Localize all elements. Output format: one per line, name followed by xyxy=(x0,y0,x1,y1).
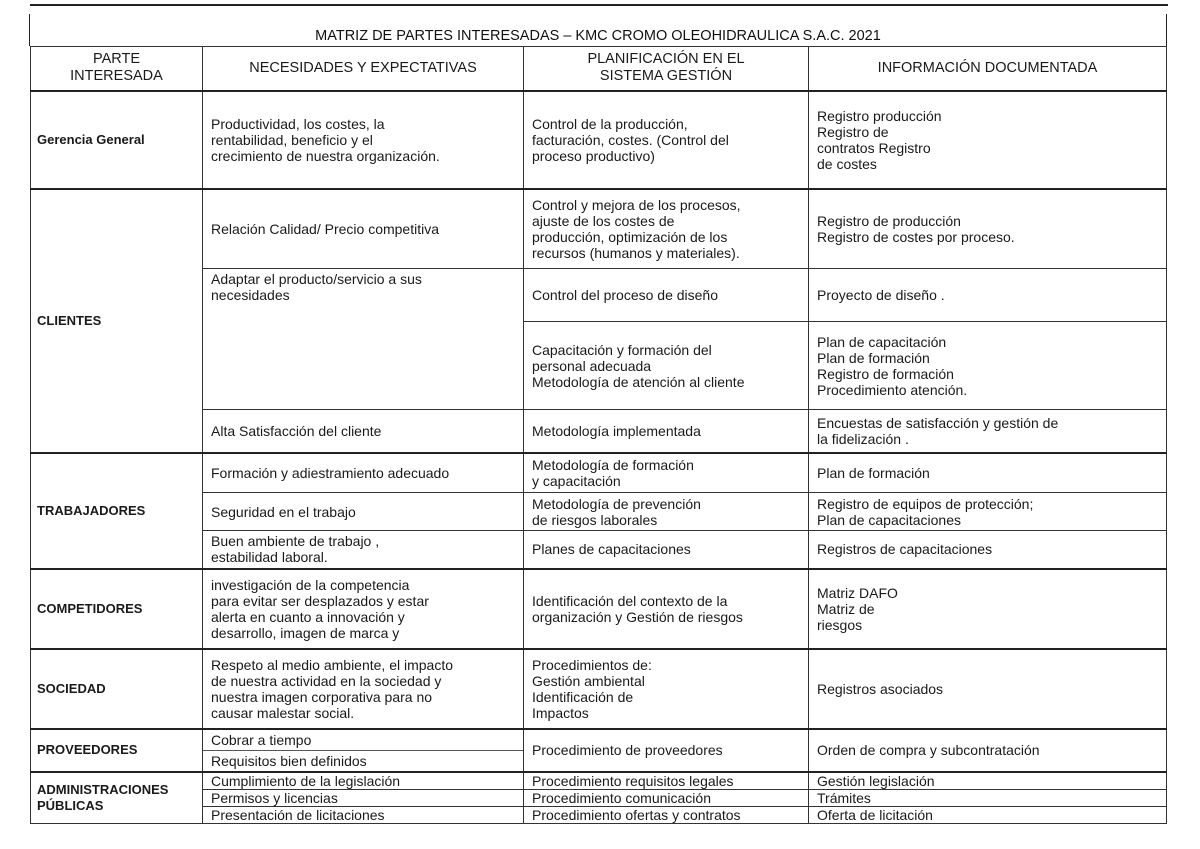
cell-needs: Relación Calidad/ Precio competitiva xyxy=(203,189,524,269)
cell-docs: Registro de equipos de protección; Plan de capacitaciones xyxy=(809,493,1167,531)
top-rule xyxy=(30,4,1168,6)
cell-needs: Buen ambiente de trabajo , estabilidad laboral. xyxy=(203,531,524,569)
cell-docs: Registro de producción Registro de costes por proceso. xyxy=(809,189,1167,269)
cell-planning: Capacitación y formación del personal adecuada Metodología de atención al cliente xyxy=(524,322,809,410)
party-administraciones: ADMINISTRACIONES PÚBLICAS xyxy=(31,772,203,824)
table-row xyxy=(31,91,1167,189)
cell-needs: Respeto al medio ambiente, el impacto de nuestra actividad en la sociedad y nuestra imagen corporativa para no causar malestar social. xyxy=(203,649,524,729)
cell-planning: Planes de capacitaciones xyxy=(524,531,809,569)
cell-planning: Procedimiento de proveedores xyxy=(524,729,809,772)
cell-planning: Identificación del contexto de la organización y Gestión de riesgos xyxy=(524,569,809,649)
party-competidores: COMPETIDORES xyxy=(31,569,203,649)
matrix-title: MATRIZ DE PARTES INTERESADAS – KMC CROMO OLEOHIDRAULICA S.A.C. 2021 xyxy=(315,28,881,44)
cell-planning: Procedimiento ofertas y contratos xyxy=(524,806,809,823)
header-needs: NECESIDADES Y EXPECTATIVAS xyxy=(203,47,524,91)
cell-planning: Metodología implementada xyxy=(524,410,809,453)
cell-docs: Registro producción Registro de contratos Registro de costes xyxy=(809,91,1167,189)
cell-planning: Metodología de formación y capacitación xyxy=(524,453,809,493)
cell-needs: Alta Satisfacción del cliente xyxy=(203,410,524,453)
needs-line-b: Requisitos bien definidos xyxy=(211,752,367,769)
header-planning: PLANIFICACIÓN EN EL SISTEMA GESTIÓN xyxy=(524,47,809,91)
cell-docs: Registros asociados xyxy=(809,649,1167,729)
cell-planning: Procedimiento requisitos legales xyxy=(524,772,809,790)
cell-needs: Presentación de licitaciones xyxy=(203,806,524,823)
cell-needs: investigación de la competencia para evitar ser desplazados y estar alerta en cuanto a innovación y desarrollo, imagen de marca y xyxy=(203,569,524,649)
cell-planning: Metodología de prevención de riesgos laborales xyxy=(524,493,809,531)
table-row xyxy=(31,189,1167,269)
cell-needs: Permisos y licencias xyxy=(203,789,524,806)
table-row xyxy=(31,772,1167,790)
cell-needs: Productividad, los costes, la rentabilidad, beneficio y el crecimiento de nuestra organización. xyxy=(203,91,524,189)
header-docs: INFORMACIÓN DOCUMENTADA xyxy=(809,47,1167,91)
party-gerencia: Gerencia General xyxy=(31,91,203,189)
cell-planning: Control del proceso de diseño xyxy=(524,269,809,322)
header-party: PARTE INTERESADA xyxy=(31,47,203,91)
cell-docs: Orden de compra y subcontratación xyxy=(809,729,1167,772)
frame-right xyxy=(1166,14,1167,46)
stakeholder-matrix xyxy=(30,46,1167,824)
party-sociedad: SOCIEDAD xyxy=(31,649,203,729)
cell-needs: Adaptar el producto/servicio a sus necesidades xyxy=(203,269,524,410)
cell-docs: Encuestas de satisfacción y gestión de la fidelización . xyxy=(809,410,1167,453)
cell-planning: Procedimiento comunicación xyxy=(524,789,809,806)
table-row xyxy=(31,649,1167,729)
table-row xyxy=(31,453,1167,493)
cell-docs: Plan de formación xyxy=(809,453,1167,493)
table-row xyxy=(31,729,1167,772)
cell-docs: Registros de capacitaciones xyxy=(809,531,1167,569)
cell-docs: Plan de capacitación Plan de formación Registro de formación Procedimiento atención. xyxy=(809,322,1167,410)
cell-docs: Gestión legislación xyxy=(809,772,1167,790)
needs-line-a: Cobrar a tiempo xyxy=(203,730,523,751)
cell-docs: Oferta de licitación xyxy=(809,806,1167,823)
cell-needs xyxy=(203,729,524,772)
cell-needs: Cumplimiento de la legislación xyxy=(203,772,524,790)
party-proveedores: PROVEEDORES xyxy=(31,729,203,772)
party-clientes: CLIENTES xyxy=(31,189,203,453)
table-row xyxy=(31,569,1167,649)
cell-docs: Proyecto de diseño . xyxy=(809,269,1167,322)
header-row xyxy=(31,47,1167,91)
cell-docs: Trámites xyxy=(809,789,1167,806)
cell-planning: Procedimientos de: Gestión ambiental Identificación de Impactos xyxy=(524,649,809,729)
cell-planning: Control de la producción, facturación, costes. (Control del proceso productivo) xyxy=(524,91,809,189)
party-trabajadores: TRABAJADORES xyxy=(31,453,203,569)
cell-docs: Matriz DAFO Matriz de riesgos xyxy=(809,569,1167,649)
cell-planning: Control y mejora de los procesos, ajuste de los costes de producción, optimización de los recursos (humanos y materiales). xyxy=(524,189,809,269)
cell-needs: Formación y adiestramiento adecuado xyxy=(203,453,524,493)
cell-needs: Seguridad en el trabajo xyxy=(203,493,524,531)
